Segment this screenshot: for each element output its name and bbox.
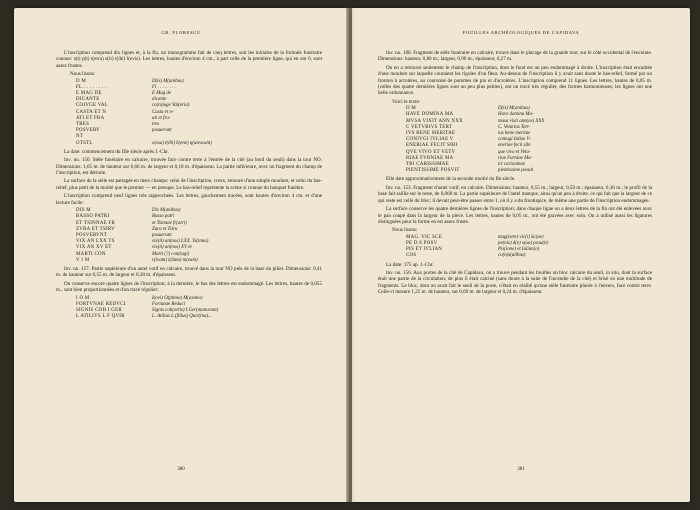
left-page-content <box>56 50 322 322</box>
paragraph: L'inscription comprend dix lignes et, à la fin, un monogramme fait de cinq lettres, soit les initiales de la formule funéraire connue: s(t) p(t) t(erra) s(it) t(ibi) l(evis). Les lettres, hautes d'environ 4 cm., à part celle de la première ligne, qui en ont 6, sont assez frustes. <box>56 50 322 69</box>
inscription-text: ATI ET FRA <box>76 115 105 121</box>
inscription-reading: riae Furniae Ma- <box>498 155 533 161</box>
inscription-reading: vix(it) an(nos) XV et <box>152 245 192 251</box>
inscription-text: COS <box>406 253 417 259</box>
paragraph: On conserve encore quatre lignes de l'inscription; à la dernière, le bas des lettres est endommagé. Les lettres, hautes de 0,055 m., sont bien proportionnées et d'un tracé régulier: <box>56 280 322 294</box>
inscription-reading: que vivo et Vetu- <box>498 149 531 155</box>
inscription-text: POSVERV <box>76 128 100 134</box>
inscription-block <box>56 208 322 264</box>
paragraph: La surface de la stèle est partagée en deux champs: celui de l'inscription, creux, entouré d'une simple moulure, et celui du bas-relief, plus petit de la moitié que le premier — en presque. Le bas-relief représente la scène si connue du banquet funèbre. <box>56 178 322 191</box>
inscription-reading: Dis M(anibus) <box>152 208 181 214</box>
inscription-reading: posuerunt <box>152 232 172 238</box>
paragraph: Elle date approximativement de la seconde moitié du IIe siècle. <box>386 176 516 183</box>
inscription-text: E MAG DE <box>76 91 102 97</box>
paragraph: Nous lisons: <box>70 71 96 78</box>
left-page <box>14 8 348 502</box>
paragraph: La date: commencement du IIIe siècle après J.-Chr. <box>64 148 169 155</box>
inscription-reading: Fortunae Reduci <box>152 301 186 307</box>
inscription-block <box>378 106 652 174</box>
inscription-text: PIS ET IVLIAN <box>406 247 443 253</box>
right-page <box>352 8 690 502</box>
inscription-text: COIVGE VAL <box>76 103 109 109</box>
inscription-reading: mag(istre) vic(i) Sc(ae) <box>498 234 544 240</box>
inscription-reading: et Tsinnae fr(atri) <box>152 220 187 226</box>
inscription-text: IVS BENE MERITAE <box>406 131 456 137</box>
inscription-reading: eneriae fecit sibi <box>498 143 531 149</box>
inscription-text: D M <box>76 78 87 84</box>
inscription-reading: C. Veturius Tert- <box>498 124 531 130</box>
inscription-text: ET TSINNAE FR <box>76 220 116 226</box>
inscription-text: CONIVGI IVLIAE V <box>406 137 454 143</box>
inscription-text: QVE VIVO ET VETV <box>406 149 456 155</box>
paragraph: La surface conserve les quatre dernières lignes de l'inscription; dans chaque ligne on a deux lettres de la fin ont été enlevées avec le pan coupé dans la largeur de la pièce. Les lettres, hautes de 0,05 m., ont été gravées avec soin. On a utilisé aussi les ligatures distinguées pour la forme en est assez fruste. <box>378 206 652 225</box>
inscription-line <box>56 258 322 264</box>
inscription-text: ZVRA ET TSIRV <box>76 226 115 232</box>
inscription-text: DIS M <box>76 208 91 214</box>
inscription-text: SIGNIS COH I GER <box>76 307 122 313</box>
inscription-reading: Marti (?) con(iugi) <box>152 251 190 257</box>
inscription-reading: pientissime posuit <box>498 168 534 174</box>
inscription-reading: dicante <box>152 97 167 103</box>
inscription-text: OTSTL <box>76 140 93 146</box>
inscription-reading: D(is) M(anibus) <box>152 78 184 84</box>
inscription-text: D M <box>406 106 417 112</box>
paragraph: La date: 175 ap. J.-Chr. <box>386 261 434 268</box>
inscription-text: NT <box>76 134 84 140</box>
inscription-text: I O M <box>76 295 90 301</box>
inscription-text: FL . . . . . . . . <box>76 84 107 90</box>
inscription-block <box>378 235 652 260</box>
inscription-reading: Basso patri <box>152 214 175 220</box>
right-page-content <box>378 50 652 298</box>
paragraph: On en a retrouvé seulement le champ de l'inscription, dont le fond est un peu endommagé à droite. L'inscription était encadrée d'une moulure sur laquelle couraient les rigoles d'un fleur. Au-dessus de l'inscription il y avait sans doute le bas-relief, formé par un fronton à acrotères, au couronné de pommes de pin et d'acrotères. L'inscription comprend 11 lignes. Les lettres, hautes de 0,05 m. (celles des quatre dernières lignes sont un peu plus petites), ont un tracé très régulier, des formes harmonieuses; les lignes ont une belle ordonnance. <box>378 64 652 97</box>
inscription-line <box>378 253 652 259</box>
inscription-text: PE D S POSV <box>406 240 438 246</box>
running-head-right: FOUILLES ARCHÉOLOGIQUES DE CAPIDAVA <box>462 30 580 35</box>
running-head-left: GR. FLORESCU <box>161 30 201 35</box>
inscription-reading: v(ivam) i(llam) m(eam) <box>152 257 198 263</box>
inscription-line <box>56 314 322 320</box>
inscription-reading: coniugi Iuliae V- <box>498 137 531 143</box>
inscription-text: TRES <box>76 122 90 128</box>
paragraph: Inv. no. 153. Fragment d'autel votif, en calcaire. Dimensions: hauteur, 0,55 m.; largeur, 0,50 m.; épaisseur, 0,30 m.; le profil de la base fait saillie sur le reste, de 0,068 m. La partie supérieure de l'autel manque, ainsi qu'un peu à droite, ce qui fait que la largeur de ce qui reste est celle du bloc; il devait peut-être passer entre 1, où il y a du frontispice, de même une partie de l'inscription endommagée. <box>378 184 652 204</box>
paragraph: Inv. no. 156. Aux portes de la cité de Capidava, on a trouvé pendant les fouilles un bloc calcaire du seuil, in situ, dont la surface était une partie de la circulation; de plus il était calciné (sans doute à la suite de l'incendie de la cité) et brisé en une multitude de fragments. Le bloc, dont on avait fait le seuil de la porte, n'était en réalité qu'une stèle funéraire placée à l'envers, face contre terre. Celle-ci mesure 1,25 m. de hauteur, sur 0,60 m. de largeur et 0,24 m. d'épaisseur. <box>378 269 652 296</box>
inscription-reading: musa vixit ann(os) XXX <box>498 118 545 124</box>
inscription-reading: Fl . . . . . . . . <box>152 84 176 90</box>
inscription-reading: ati et fra- <box>152 115 171 121</box>
inscription-reading: o(ssa) t(ibi) b(ene) q(uiescant) <box>152 140 212 146</box>
inscription-text: V I M <box>76 257 90 263</box>
inscription-block <box>56 79 322 147</box>
inscription-text: POSVERVNT <box>76 232 108 238</box>
inscription-text: VIX AN XV ET <box>76 245 112 251</box>
page-number-right: 381 <box>517 467 525 472</box>
inscription-reading: Have domina Ma- <box>498 112 534 118</box>
inscription-text: TRI CARISSIMAE <box>406 162 449 168</box>
inscription-text: HAVE DOMINA MA <box>406 112 454 118</box>
inscription-line <box>378 168 652 174</box>
inscription-reading: L. Atilius L.(filius) Quir(ina)... <box>152 314 212 320</box>
inscription-text: FORTVNAE REDVCI <box>76 301 126 307</box>
inscription-text: MAG. VIC SCE <box>406 234 442 240</box>
inscription-reading: Zura et Tsiru <box>152 226 178 232</box>
inscription-text: C VETVRIVS TERT <box>406 124 453 130</box>
inscription-text: L ATILIVS L F QVIR <box>76 314 125 320</box>
inscription-reading: tri carissimae <box>498 162 526 168</box>
inscription-reading: Signis coh(ortis) I Ger(manorum) <box>152 307 219 313</box>
inscription-block <box>56 296 322 321</box>
inscription-text: PIENTISSIME POSVIT <box>406 168 460 174</box>
inscription-line <box>56 141 322 147</box>
inscription-text: RIAE FVRNIAE MA <box>406 155 454 161</box>
inscription-reading: tres <box>152 122 160 128</box>
inscription-reading: co(n)s(ulibus) <box>498 253 526 259</box>
paragraph: Voici le texte: <box>392 98 421 105</box>
inscription-reading: posuerunt <box>152 128 172 134</box>
inscription-reading: I(ovi) O(ptimo) M(aximo) <box>152 295 203 301</box>
paragraph: Inv. no. 180. Fragment de stèle funéraire en calcaire, trouvé dans le placage de la grande tour, sur le côté occidental de l'enceinte. Dimensions: hauteur, 0,80 m.; largeur, 0,90 m.; épaisseur, 0,27 m. <box>378 50 652 63</box>
inscription-reading: Casta et n- <box>152 109 174 115</box>
page-number-left: 380 <box>177 467 185 472</box>
paragraph: Inv. no. 157. Partie supérieure d'un autel votif en calcaire, trouvé dans la tour NO près de la base du pilier. Dimensions: 0,41 m. de hauteur sur 0,55 m. de largeur et 0,38 m. d'épaisseur. <box>56 265 322 279</box>
inscription-reading: Pis(ione) et Iulian(o) <box>498 247 540 253</box>
inscription-reading: vix(it) an(nos) LXX. Ts(inna) <box>152 239 209 245</box>
inscription-reading: ius bene meritae <box>498 131 531 137</box>
inscription-text: MVSA VIXIT ANN XXX <box>406 118 463 124</box>
paragraph: Inv. no. 150. Stèle funéraire en calcaire, trouvée face contre terre à l'entrée de la cité (au bord du seuil) dans la tour NO. Dimensions: 1,65 m. de hauteur sur 0,66 m. de largeur et 0,18 m. d'épaisseur. La partie inférieure, avec un fragment du champ de l'inscription, est détruite. <box>56 157 322 177</box>
inscription-reading: D(is) M(anibus) <box>498 106 530 112</box>
inscription-text: BASSO PATRI <box>76 214 110 220</box>
inscription-reading: pe(nis) d(e) s(uo) posu(it) <box>498 240 549 246</box>
inscription-text: ENERIAE FECIT SIBI <box>406 143 458 149</box>
inscription-text: DICANTE <box>76 97 100 103</box>
inscription-reading: co(n)iuge Val(eria) <box>152 103 190 109</box>
paragraph: L'inscription comprend neuf lignes très rapprochées. Les lettres, gauchement tracées, sont hautes d'environ 4 cm. et d'une lecture facile: <box>56 193 322 206</box>
inscription-text: VIX AN LXX TS <box>76 239 115 245</box>
paragraph: Nous lisons: <box>392 227 418 234</box>
inscription-text: MARTI CON <box>76 251 106 257</box>
inscription-text: CASTA ET N <box>76 109 107 115</box>
inscription-reading: E Mag de <box>152 91 172 97</box>
